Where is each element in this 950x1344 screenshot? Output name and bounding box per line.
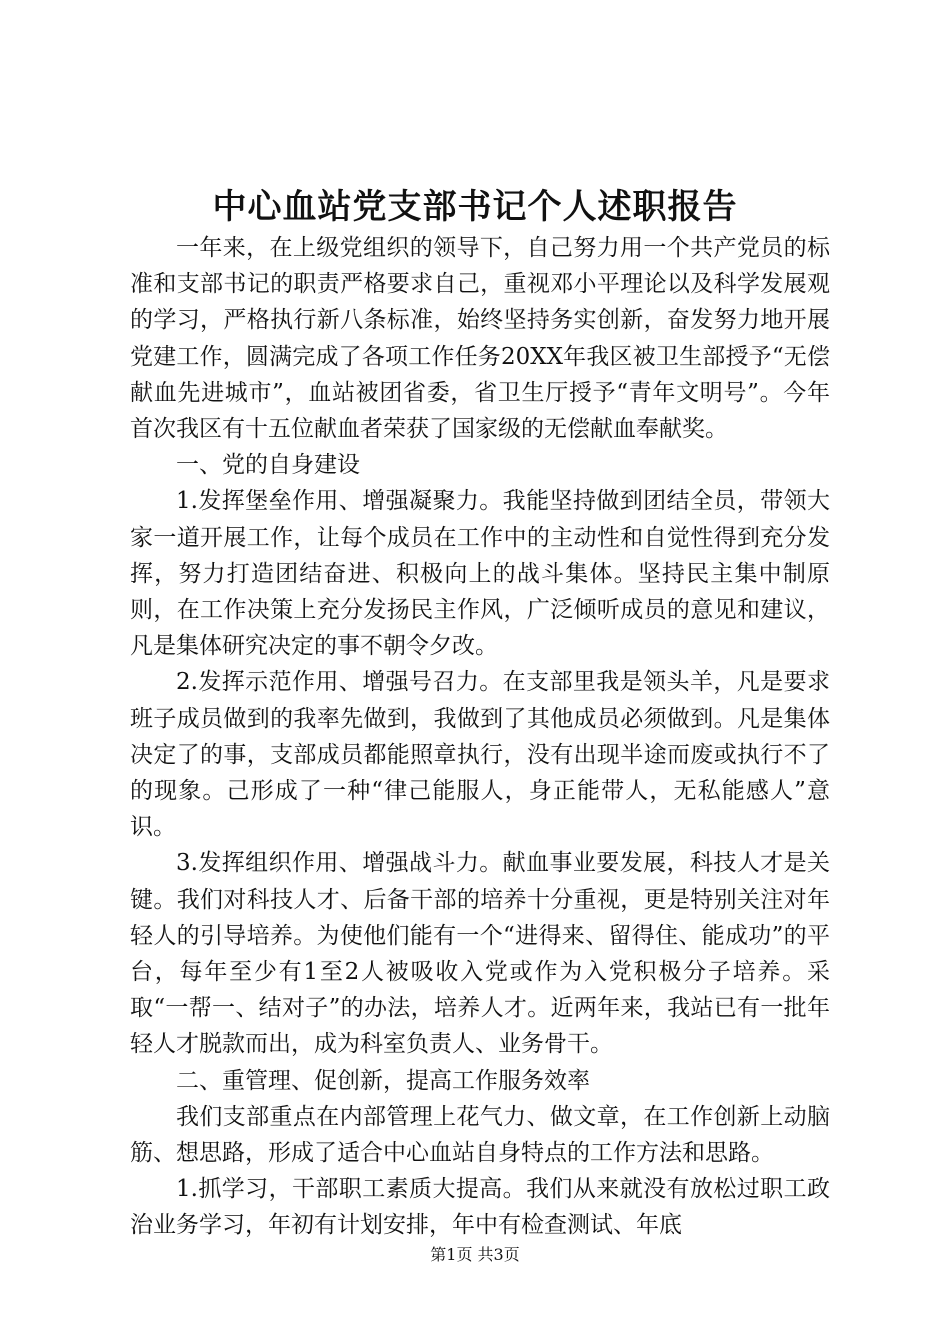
paragraph-item-1-3: 3.发挥组织作用、增强战斗力。献血事业要发展，科技人才是关键。我们对科技人才、后备干部的培养十分重视，更是特别关注对年轻人的引导培养。为使他们能有一个“进得来、留得住、能成功”的平台，每年至少有1至2人被吸收入党或作为入党积极分子培养。采取“一帮一、结对子”的办法，培养人才。近两年来，我站已有一批年轻人才脱款而出，成为科室负责人、业务骨干。 (130, 850, 830, 1058)
section-heading-2: 二、重管理、促创新，提高工作服务效率 (176, 1067, 590, 1094)
paragraph-item-1-2: 2.发挥示范作用、增强号召力。在支部里我是领头羊，凡是要求班子成员做到的我率先做到，我做到了其他成员必须做到。凡是集体决定了的事，支部成员都能照章执行，没有出现半途而废或执行不了的现象。己形成了一种“律己能服人，身正能带人，无私能感人”意识。 (130, 669, 830, 841)
document-body (130, 230, 830, 1244)
document-title: 中心血站党支部书记个人述职报告 (212, 187, 738, 227)
paragraph-intro: 一年来，在上级党组织的领导下，自己努力用一个共产党员的标准和支部书记的职责严格要求自己，重视邓小平理论以及科学发展观的学习，严格执行新八条标准，始终坚持务实创新，奋发努力地开展党建工作，圆满完成了各项工作任务20XX年我区被卫生部授予“无偿献血先进城市”，血站被团省委，省卫生厅授予“青年文明号”。今年首次我区有十五位献血者荣获了国家级的无偿献血奉献奖。 (130, 235, 830, 443)
page-footer: 第1页 共3页 (430, 1245, 520, 1264)
section-heading-1: 一、党的自身建设 (176, 452, 360, 479)
paragraph-section-2-intro: 我们支部重点在内部管理上花气力、做文章，在工作创新上动脑筋、想思路，形成了适合中心血站自身特点的工作方法和思路。 (130, 1103, 830, 1167)
paragraph-item-2-1: 1.抓学习，干部职工素质大提高。我们从来就没有放松过职工政治业务学习，年初有计划安排，年中有检查测试、年底 (130, 1176, 830, 1239)
paragraph-item-1-1: 1.发挥堡垒作用、增强凝聚力。我能坚持做到团结全员，带领大家一道开展工作，让每个成员在工作中的主动性和自觉性得到充分发挥，努力打造团结奋进、积极向上的战斗集体。坚持民主集中制原则，在工作决策上充分发扬民主作风，广泛倾听成员的意见和建议，凡是集体研究决定的事不朝令夕改。 (130, 488, 830, 660)
